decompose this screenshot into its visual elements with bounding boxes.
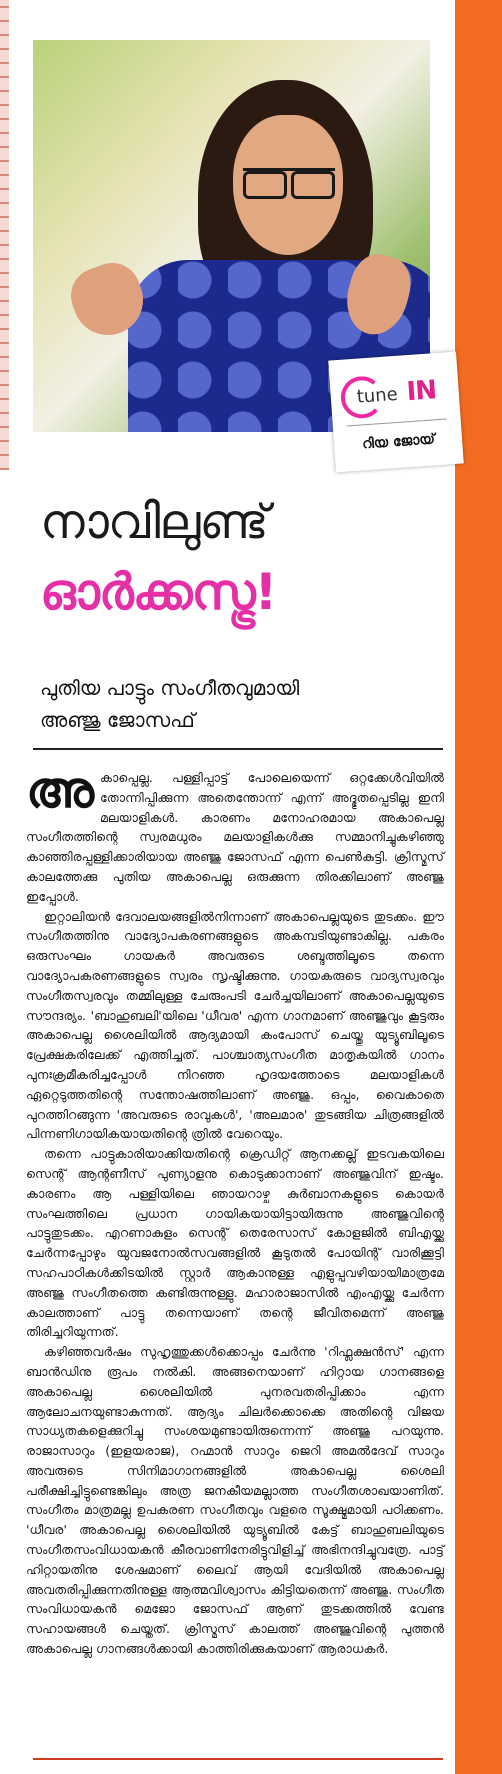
article-paragraph xyxy=(26,761,444,907)
paragraph-text: കാപ്പെല്ല. പള്ളിപ്പാട്ട് പോലെയെന്ന് ഒറ്റക്കേൾവിയിൽ തോന്നിപ്പിക്കുന്ന അതെന്തോന്ന് എന്ന് അദ്ഭുതപ്പെടില്ല ഇനി മലയാളികൾ. കാരണം മനോഹരമായ അകാപെല്ല സംഗീതത്തിന്റെ സ്വരമധുരം മലയാളികൾക്കു സമ്മാനിച്ചുകഴിഞ്ഞു കാഞ്ഞിരപ്പള്ളിക്കാരിയായ അഞ്ജു ജോസഫ് എന്ന പെൺകുട്ടി. ക്രിസ്മസ് കാലത്തേക്കു പുതിയ അകാപെല്ല ഒരുക്കുന്ന തിരക്കിലാണ് അഞ്ജു ഇപ്പോൾ. xyxy=(26,770,444,904)
bottom-rule xyxy=(33,1758,443,1760)
byline-author: റിയ ജോയ് xyxy=(361,431,436,453)
headline-line-2: ഓർക്കസ്ട്ര! xyxy=(40,563,277,621)
article-paragraph: കഴിഞ്ഞവർഷം സുഹൃത്തുക്കൾക്കൊപ്പം ചേർന്നു 'റിഫ്ലക്ഷൻസ്' എന്ന ബാൻഡിനു രൂപം നൽകി. അങ്ങനെയാണ് ഹിറ്റായ ഗാനങ്ങളെ അകാപെല്ല ശൈലിയിൽ പുനരവതരിപ്പിക്കാം എന്ന ആലോചനയുണ്ടാകുന്നത്. ആദ്യം ചിലർക്കൊക്കെ അതിന്റെ വിജയ സാധ്യതകളെക്കുറിച്ചു സംശയമുണ്ടായിരുന്നെന്ന് അഞ്ജു പറയുന്നു. രാജാസാറും (ഇളയരാജ), റഹ്മാൻ സാറും ജെറി അമൽദേവ് സാറും അവരുടെ സിനിമാഗാനങ്ങളിൽ അകാപെല്ല ശൈലി പരീക്ഷിച്ചിട്ടുണ്ടെങ്കിലും അത്ര ജനകീയമല്ലാത്ത സംഗീതശാഖയാണിത്. സംഗീതം മാത്രമല്ല ഉപകരണ സംഗീതവും വളരെ സൂക്ഷ്മമായി പഠിക്കണം. 'ധീവര' അകാപെല്ല ശൈലിയിൽ യുട്യൂബിൽ കേട്ട് ബാഹുബലിയുടെ സംഗീതസംവിധായകൻ കീരവാണിനേരിട്ടുവിളിച്ച് അഭിനന്ദിച്ചുവത്രേ. പാട്ട് ഹിറ്റായതിനു ശേഷമാണ് ലൈവ് ആയി വേദിയിൽ അകാപെല്ല അവതരിപ്പിക്കുന്നതിനുള്ള ആത്മവിശ്വാസം കിട്ടിയതെന്ന് അഞ്ജു. സംഗീത സംവിധായകൻ മെജോ ജോസഫ് ആണ് തുടക്കത്തിൽ വേണ്ട സഹായങ്ങൾ ചെയ്തത്. ക്രിസ്മസ് കാലത്ത് അഞ്ജുവിന്റെ പുത്തൻ അകാപെല്ല ഗാനങ്ങൾക്കായി കാത്തിരിക്കുകയാണ് ആരാധകർ. xyxy=(26,1344,444,1657)
article-body xyxy=(26,761,444,1758)
tunein-logo xyxy=(339,366,452,424)
subtitle-line-2: അഞ്ജു ജോസഫ് xyxy=(40,708,195,732)
photo-glasses xyxy=(243,168,335,197)
headline-line-1: നാവിലുണ്ട് xyxy=(40,494,268,550)
subtitle xyxy=(40,672,420,736)
subtitle-line-1: പുതിയ പാട്ടും സംഗീതവുമായി xyxy=(40,676,300,700)
section-divider xyxy=(33,748,443,750)
orange-side-bar xyxy=(455,0,502,1774)
tunein-logo-tune: tune xyxy=(356,383,399,408)
drop-cap: അ xyxy=(26,761,94,819)
tunein-logo-in: IN xyxy=(405,375,438,408)
tunein-column-badge xyxy=(328,352,464,473)
article-paragraph: ഇറ്റാലിയൻ ദേവാലയങ്ങളിൽനിന്നാണ് അകാപെല്ലയുടെ തുടക്കം. ഈ സംഗീതത്തിനു വാദ്യോപകരണങ്ങളുടെ അകമ്പടിയുണ്ടാകില്ല. പകരം ഒരുസംഘം ഗായകർ അവരുടെ ശബ്ദത്തിലൂടെ തന്നെ വാദ്യോപകരണങ്ങളുടെ സ്വരം സൃഷ്ടിക്കുന്നു. ഗായകരുടെ വാദ്യസ്വരവും സംഗീതസ്വരവും തമ്മിലുള്ള ചേരുംപടി ചേർച്ചയിലാണ് അകാപെല്ലയുടെ സൗന്ദര്യം. 'ബാഹുബലി'യിലെ 'ധീവര' എന്ന ഗാനമാണ് അഞ്ജുവും കൂട്ടരും അകാപെല്ല ശൈലിയിൽ ആദ്യമായി കംപോസ് ചെയ്തു യുട്യൂബിലൂടെ പ്രേക്ഷകരിലേക്ക് എത്തിച്ചത്. പാശ്ചാത്യസംഗീത മാതൃകയിൽ ഗാനം പുനഃക്രമീകരിച്ചപ്പോൾ നിറഞ്ഞ ഹൃദയത്തോടെ മലയാളികൾ ഏറ്റെടുത്തതിന്റെ സന്തോഷത്തിലാണ് അഞ്ജു. ഒപ്പം, വൈകാതെ പുറത്തിറങ്ങുന്ന 'അവരുടെ രാവുകൾ', 'അലമാര' തുടങ്ങിയ ചിത്രങ്ങളിൽ പിന്നണിഗായികയായതിന്റെ ത്രിൽ വേറെയും. xyxy=(26,908,444,1142)
article-paragraph: തന്നെ പാട്ടുകാരിയാക്കിയതിന്റെ ക്രെഡിറ്റ് ആനക്കല്ല് ഇടവകയിലെ സെന്റ് ആന്റണീസ് പുണ്യാളനു കൊടുക്കാനാണ് അഞ്ജുവിന് ഇഷ്ടം. കാരണം ആ പള്ളിയിലെ ഞായറാഴ്ച കുർബാനകളുടെ കൊയർ സംഘത്തിലെ പ്രധാന ഗായികയായിട്ടായിരുന്നു അഞ്ജുവിന്റെ പാട്ടുതുടക്കം. എറണാകുളം സെന്റ് തെരേസാസ് കോളജിൽ ബിഎയ്ക്കു ചേർന്നപ്പോഴും യുവജനോൽസവങ്ങളിൽ കൂടുതൽ പോയിന്റ് വാരിക്കൂട്ടി സഹപാഠികൾക്കിടയിൽ സ്റ്റാർ ആകാനുള്ള എളുപ്പവഴിയായിമാത്രമേ അഞ്ജു സംഗീതത്തെ കണ്ടിരുന്നുള്ളു. മഹാരാജാസിൽ എംഎയ്ക്കു ചേർന്ന കാലത്താണ് പാട്ടു തന്നെയാണ് തന്റെ ജീവിതമെന്ന് അഞ്ജു തിരിച്ചറിയുന്നത്. xyxy=(26,1146,444,1340)
decorative-border xyxy=(0,0,9,470)
